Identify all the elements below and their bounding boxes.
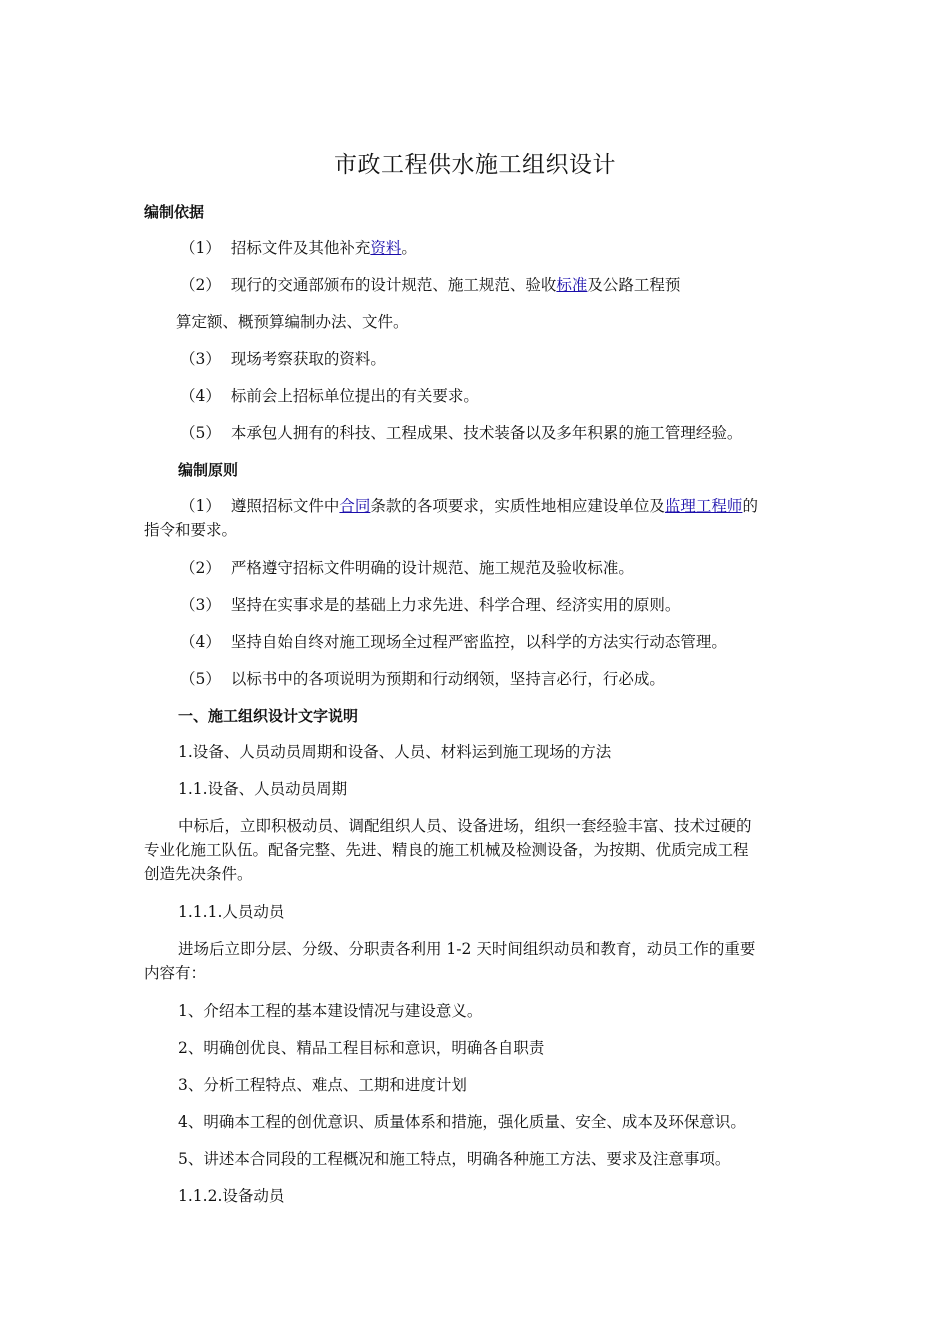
list-item: 4、明确本工程的创优意识、质量体系和措施，强化质量、安全、成本及环保意识。 <box>178 1113 746 1131</box>
principles-item-3 <box>180 593 680 617</box>
item-text: 坚持在实事求是的基础上力求先进、科学合理、经济实用的原则。 <box>230 596 681 614</box>
basis-heading: 编制依据 <box>144 203 205 221</box>
principles-item-5 <box>180 667 665 691</box>
document-title: 市政工程供水施工组织设计 <box>334 152 616 178</box>
subsection-1-1-2: 1.1.2.设备动员 <box>178 1187 285 1205</box>
section-1-heading: 一、施工组织设计文字说明 <box>178 707 359 725</box>
item-text-mid: 条款的各项要求，实质性地相应建设单位及 <box>370 497 665 515</box>
basis-item-3 <box>180 347 386 371</box>
principles-item-1-continuation: 指令和要求。 <box>144 521 238 539</box>
item-number: （4） <box>180 387 221 405</box>
basis-item-2-continuation: 算定额、概预算编制办法、文件。 <box>176 313 409 331</box>
item-number: （5） <box>180 670 221 688</box>
item-text: 以标书中的各项说明为预期和行动纲领，坚持言必行，行必成。 <box>230 670 665 688</box>
basis-item-4 <box>180 384 479 408</box>
item-text: 遵照招标文件中 <box>230 497 340 515</box>
item-text-end: 。 <box>401 239 417 257</box>
item-text: 现场考察获取的资料。 <box>230 350 386 368</box>
list-item: 2、明确创优良、精品工程目标和意识，明确各自职责 <box>178 1039 545 1057</box>
item-text: 坚持自始自终对施工现场全过程严密监控，以科学的方法实行动态管理。 <box>230 633 727 651</box>
item-text: 本承包人拥有的科技、工程成果、技术装备以及多年积累的施工管理经验。 <box>230 424 743 442</box>
principles-heading: 编制原则 <box>178 461 239 479</box>
principles-item-2 <box>180 556 634 580</box>
item-number: （3） <box>180 596 221 614</box>
principles-item-4 <box>180 630 727 654</box>
item-text: 招标文件及其他补充 <box>230 239 371 257</box>
principles-item-1 <box>180 494 758 518</box>
item-number: （1） <box>180 239 221 257</box>
subsection-1-1-1: 1.1.1.人员动员 <box>178 903 285 921</box>
basis-item-1 <box>180 236 417 260</box>
item-number: （2） <box>180 276 221 294</box>
link-ziliao[interactable]: 资料 <box>370 239 402 257</box>
paragraph-1-line-1: 中标后，立即积极动员、调配组织人员、设备进场，组织一套经验丰富、技术过硬的 <box>178 817 752 835</box>
paragraph-2-line-1: 进场后立即分层、分级、分职责各利用 1-2 天时间组织动员和教育，动员工作的重要 <box>178 940 756 958</box>
list-item: 5、讲述本合同段的工程概况和施工特点，明确各种施工方法、要求及注意事项。 <box>178 1150 731 1168</box>
item-number: （3） <box>180 350 221 368</box>
basis-item-5 <box>180 421 742 445</box>
link-hetong[interactable]: 合同 <box>339 497 371 515</box>
item-text: 标前会上招标单位提出的有关要求。 <box>230 387 479 405</box>
paragraph-1-line-3: 创造先决条件。 <box>144 865 253 883</box>
list-item: 1、介绍本工程的基本建设情况与建设意义。 <box>178 1002 483 1020</box>
item-text: 严格遵守招标文件明确的设计规范、施工规范及验收标准。 <box>230 559 634 577</box>
paragraph-2-line-2: 内容有： <box>144 964 207 982</box>
list-item: 3、分析工程特点、难点、工期和进度计划 <box>178 1076 467 1094</box>
item-number: （4） <box>180 633 221 651</box>
subsection-1: 1.设备、人员动员周期和设备、人员、材料运到施工现场的方法 <box>178 743 612 761</box>
item-text: 现行的交通部颁布的设计规范、施工规范、验收 <box>230 276 557 294</box>
link-jianli-gongchengshi[interactable]: 监理工程师 <box>664 497 743 515</box>
item-text-end: 及公路工程预 <box>587 276 681 294</box>
item-number: （1） <box>180 497 221 515</box>
item-number: （5） <box>180 424 221 442</box>
link-biaozhun[interactable]: 标准 <box>556 276 588 294</box>
item-text-end: 的 <box>742 497 758 515</box>
subsection-1-1: 1.1.设备、人员动员周期 <box>178 780 348 798</box>
item-number: （2） <box>180 559 221 577</box>
basis-item-2 <box>180 273 680 297</box>
paragraph-1-line-2: 专业化施工队伍。配备完整、先进、精良的施工机械及检测设备，为按期、优质完成工程 <box>144 841 749 859</box>
